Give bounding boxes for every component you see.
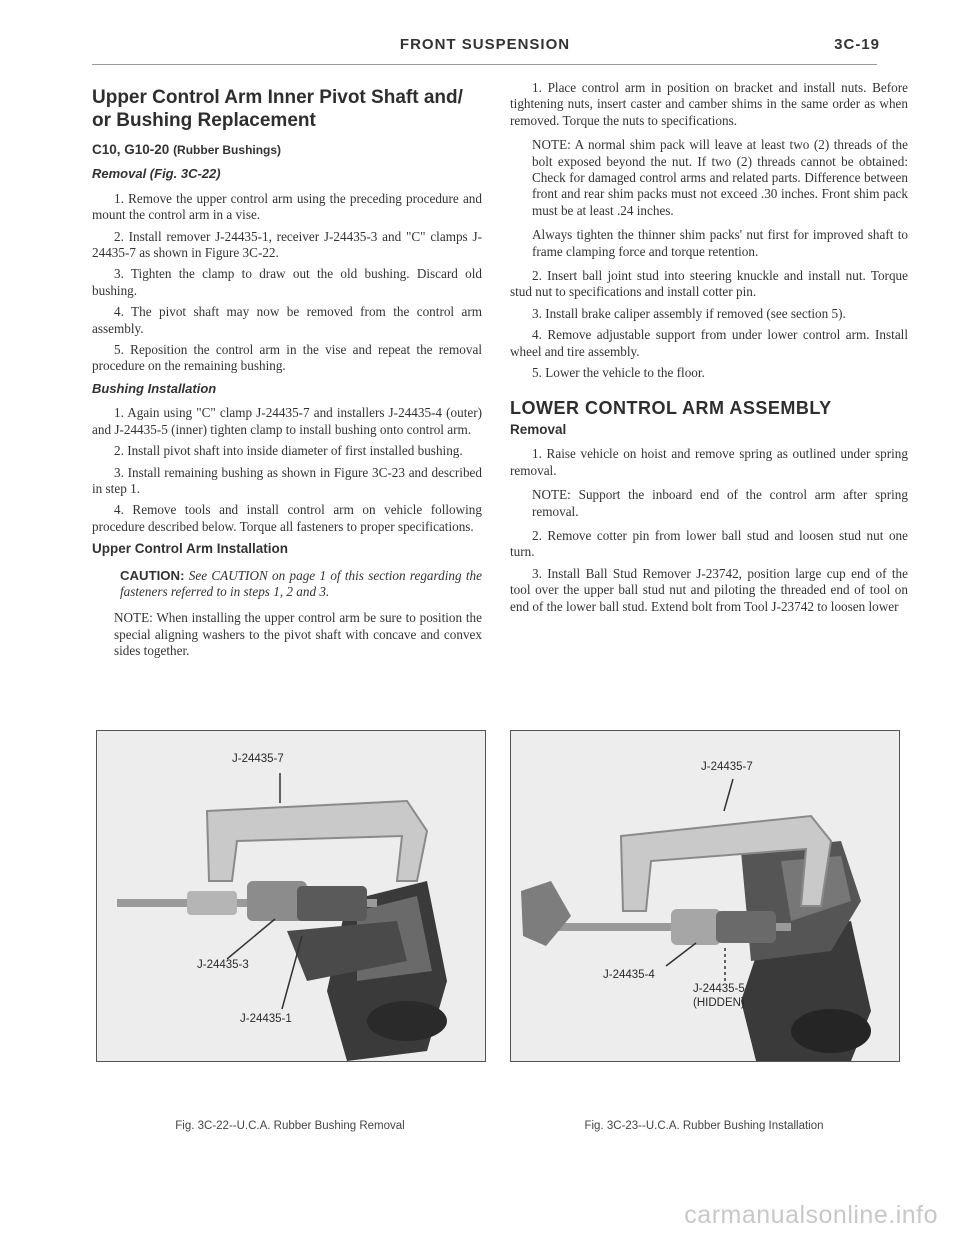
callout-label: J-24435-5 [693, 983, 745, 995]
installation-step: 2. Install pivot shaft into inside diameter of first installed bushing. [114, 443, 463, 459]
lower-removal-heading: Removal [510, 421, 567, 437]
installation-step: 4. Remove tools and install control arm on vehicle following procedure described below. Torque all fasteners to proper specifications. [92, 502, 482, 534]
removal-heading: Removal (Fig. 3C-22) [92, 166, 221, 182]
figure-caption: Fig. 3C-22--U.C.A. Rubber Bushing Removal [175, 1120, 405, 1132]
bushing-removal-illustration [97, 731, 485, 1061]
figure-3c-22-photo [96, 730, 486, 1062]
lower-note: NOTE: Support the inboard end of the control arm after spring removal. [532, 487, 908, 519]
lower-step: 2. Remove cotter pin from lower ball stud and loosen stud nut one turn. [510, 527, 908, 560]
figure-caption: Fig. 3C-23--U.C.A. Rubber Bushing Installation [584, 1120, 824, 1132]
removal-step: 5. Reposition the control arm in the vise and repeat the removal procedure on the remaining bushing. [92, 342, 482, 374]
callout-label: (HIDDEN) [693, 997, 745, 1009]
installation-note: NOTE: When installing the upper control arm be sure to position the special aligning washers to the pivot shaft with concave and convex sides together. [114, 610, 482, 659]
install-step: 4. Remove adjustable support from under lower control arm. Install wheel and tire assembly. [510, 327, 908, 359]
caution-text: See CAUTION on page 1 of this section regarding the fasteners referred to in steps 1, 2 and 3. [120, 567, 483, 599]
installation-step: 3. Install remaining bushing as shown in Figure 3C-23 and described in step 1. [92, 464, 482, 496]
section-heading: Upper Control Arm Inner Pivot Shaft and/ or Bushing Replacement [92, 87, 463, 131]
bushing-installation-illustration [511, 731, 899, 1061]
running-header-title: FRONT SUSPENSION [399, 36, 571, 53]
callout-label: J-24435-3 [197, 959, 249, 971]
lower-step: 1. Raise vehicle on hoist and remove spring as outlined under spring removal. [510, 446, 908, 478]
removal-step: 1. Remove the upper control arm using the preceding procedure and mount the control arm in a vise. [92, 190, 482, 223]
header-rule [92, 64, 877, 65]
page-number: 3C-19 [834, 36, 880, 53]
lower-control-arm-heading: LOWER CONTROL ARM ASSEMBLY [510, 397, 832, 418]
callout-label: J-24435-7 [232, 753, 284, 765]
install-step: 1. Place control arm in position on bracket and install nuts. Before tightening nuts, insert caster and camber shims in the same order as when removed. Torque the nuts to specifications. [510, 80, 908, 128]
page-header [90, 36, 880, 60]
model-codes: C10, G10-20 [92, 142, 170, 157]
watermark-text: carmanualsonline.info [684, 1201, 938, 1229]
model-note: (Rubber Bushings) [173, 143, 282, 157]
arm-installation-heading: Upper Control Arm Installation [92, 541, 289, 557]
removal-step: 3. Tighten the clamp to draw out the old bushing. Discard old bushing. [92, 266, 482, 298]
left-column [92, 80, 482, 668]
lower-step: 3. Install Ball Stud Remover J-23742, position large cup end of the tool over the upper ball stud nut and piloting the threaded end of tool on end of the lower ball stud. Extend bolt from Tool J-23742 to loosen lower [510, 565, 908, 614]
figure-3c-23-photo [510, 730, 900, 1062]
install-step: 2. Insert ball joint stud into steering knuckle and install nut. Torque stud nut to specifications and install cotter pin. [510, 268, 908, 300]
removal-step: 2. Install remover J-24435-1, receiver J-24435-3 and "C" clamps J-24435-7 as shown in Figure 3C-22. [92, 228, 482, 261]
callout-label: J-24435-4 [603, 969, 655, 981]
callout-label: J-24435-7 [701, 761, 753, 773]
removal-step: 4. The pivot shaft may now be removed from the control arm assembly. [92, 304, 482, 336]
install-step: 3. Install brake caliper assembly if removed (see section 5). [532, 305, 846, 321]
model-line [92, 142, 482, 158]
right-column [510, 80, 908, 620]
callout-label: J-24435-1 [240, 1013, 292, 1025]
install-step: 5. Lower the vehicle to the floor. [532, 365, 705, 381]
shim-note: NOTE: A normal shim pack will leave at least two (2) threads of the bolt exposed beyond the nut. If two (2) threads cannot be obtained: Check for damaged control arms and related parts. Difference between front and rear shim packs must not exceed .30 inches. Front shim pack must be at least .24 inches. [532, 137, 908, 218]
bushing-installation-heading: Bushing Installation [92, 380, 217, 396]
installation-step: 1. Again using "C" clamp J-24435-7 and installers J-24435-4 (outer) and J-24435-5 (inner) tighten clamp to install bushing onto control arm. [92, 405, 482, 437]
caution-block [120, 568, 482, 601]
shim-note-tighten: Always tighten the thinner shim packs' nut first for improved shaft to frame clamping force and torque retention. [532, 227, 908, 259]
caution-label: CAUTION: [120, 567, 185, 583]
